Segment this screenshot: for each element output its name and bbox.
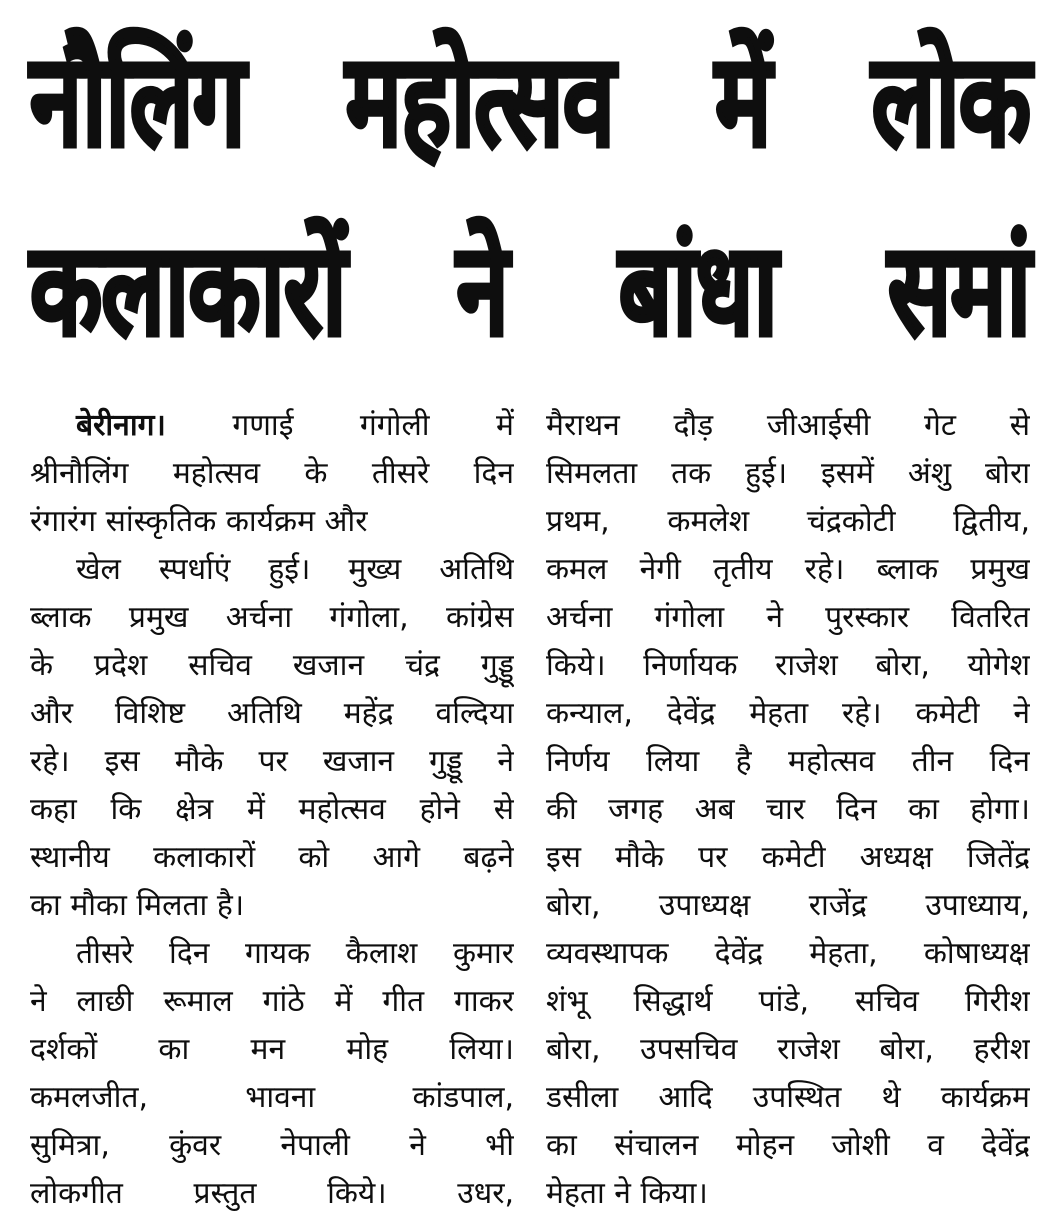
body-text-line: का मौका मिलता है। — [30, 888, 245, 923]
body-text-line: रहे। इस मौके पर खजान गुड्डू ने — [30, 744, 514, 779]
article-column-left — [30, 402, 514, 1218]
body-text-line: शंभू सिद्धार्थ पांडे, सचिव गिरीश — [546, 984, 1030, 1019]
body-text-line: लोकगीत प्रस्तुत किये। उधर, — [30, 1176, 514, 1211]
body-text-line: का संचालन मोहन जोशी व देवेंद्र — [546, 1128, 1030, 1163]
body-text-line: कन्याल, देवेंद्र मेहता रहे। कमेटी ने — [546, 696, 1030, 731]
body-text-line: डसीला आदि उपस्थित थे कार्यक्रम — [546, 1080, 1030, 1115]
body-text-line: रंगारंग सांस्कृतिक कार्यक्रम और — [30, 504, 368, 539]
body-text-line: मैराथन दौड़ जीआईसी गेट से — [546, 408, 1030, 443]
article-column-right — [546, 402, 1030, 1218]
body-text-line: खेल स्पर्धाएं हुई। मुख्य अतिथि — [76, 552, 514, 587]
body-text-line: श्रीनौलिंग महोत्सव के तीसरे दिन — [30, 456, 514, 491]
dateline: बेरीनाग। — [76, 408, 166, 443]
body-text-line: और विशिष्ट अतिथि महेंद्र वल्दिया — [30, 696, 514, 731]
body-text-line: बोरा, उपसचिव राजेश बोरा, हरीश — [546, 1032, 1030, 1067]
headline-line: नौलिंग महोत्सव में लोक — [30, 28, 1030, 176]
body-text-line: के प्रदेश सचिव खजान चंद्र गुड्डू — [30, 648, 514, 683]
body-text-line: निर्णय लिया है महोत्सव तीन दिन — [546, 744, 1030, 779]
body-text-line: किये। निर्णायक राजेश बोरा, योगेश — [546, 648, 1030, 683]
headline-line: कलाकारों ने बांधा समां — [30, 217, 1030, 365]
body-text-line: की जगह अब चार दिन का होगा। — [546, 792, 1030, 827]
body-text-line: बेरीनाग। गणाई गंगोली में — [76, 408, 514, 443]
body-text-line: अर्चना गंगोला ने पुरस्कार वितरित — [546, 600, 1030, 635]
body-text-line: स्थानीय कलाकारों को आगे बढ़ने — [30, 840, 514, 875]
body-text-line: कमलजीत, भावना कांडपाल, — [30, 1080, 514, 1115]
body-text-line: सिमलता तक हुई। इसमें अंशु बोरा — [546, 456, 1030, 491]
body-text-line: ब्लाक प्रमुख अर्चना गंगोला, कांग्रेस — [30, 600, 514, 635]
body-text-line: मेहता ने किया। — [546, 1176, 708, 1211]
headline — [30, 8, 1030, 386]
body-text-line: कहा कि क्षेत्र में महोत्सव होने से — [30, 792, 514, 827]
article-body — [30, 402, 1030, 1218]
body-text-line: इस मौके पर कमेटी अध्यक्ष जितेंद्र — [546, 840, 1030, 875]
body-text-line: दर्शकों का मन मोह लिया। — [30, 1032, 514, 1067]
body-text-line: व्यवस्थापक देवेंद्र मेहता, कोषाध्यक्ष — [546, 936, 1030, 971]
body-text-line: बोरा, उपाध्यक्ष राजेंद्र उपाध्याय, — [546, 888, 1030, 923]
body-text-line: कमल नेगी तृतीय रहे। ब्लाक प्रमुख — [546, 552, 1030, 587]
body-text-line: ने लाछी रूमाल गांठे में गीत गाकर — [30, 984, 514, 1019]
body-text-line: तीसरे दिन गायक कैलाश कुमार — [76, 936, 514, 971]
body-text-line: सुमित्रा, कुंवर नेपाली ने भी — [30, 1128, 514, 1163]
body-text-line: प्रथम, कमलेश चंद्रकोटी द्वितीय, — [546, 504, 1030, 539]
